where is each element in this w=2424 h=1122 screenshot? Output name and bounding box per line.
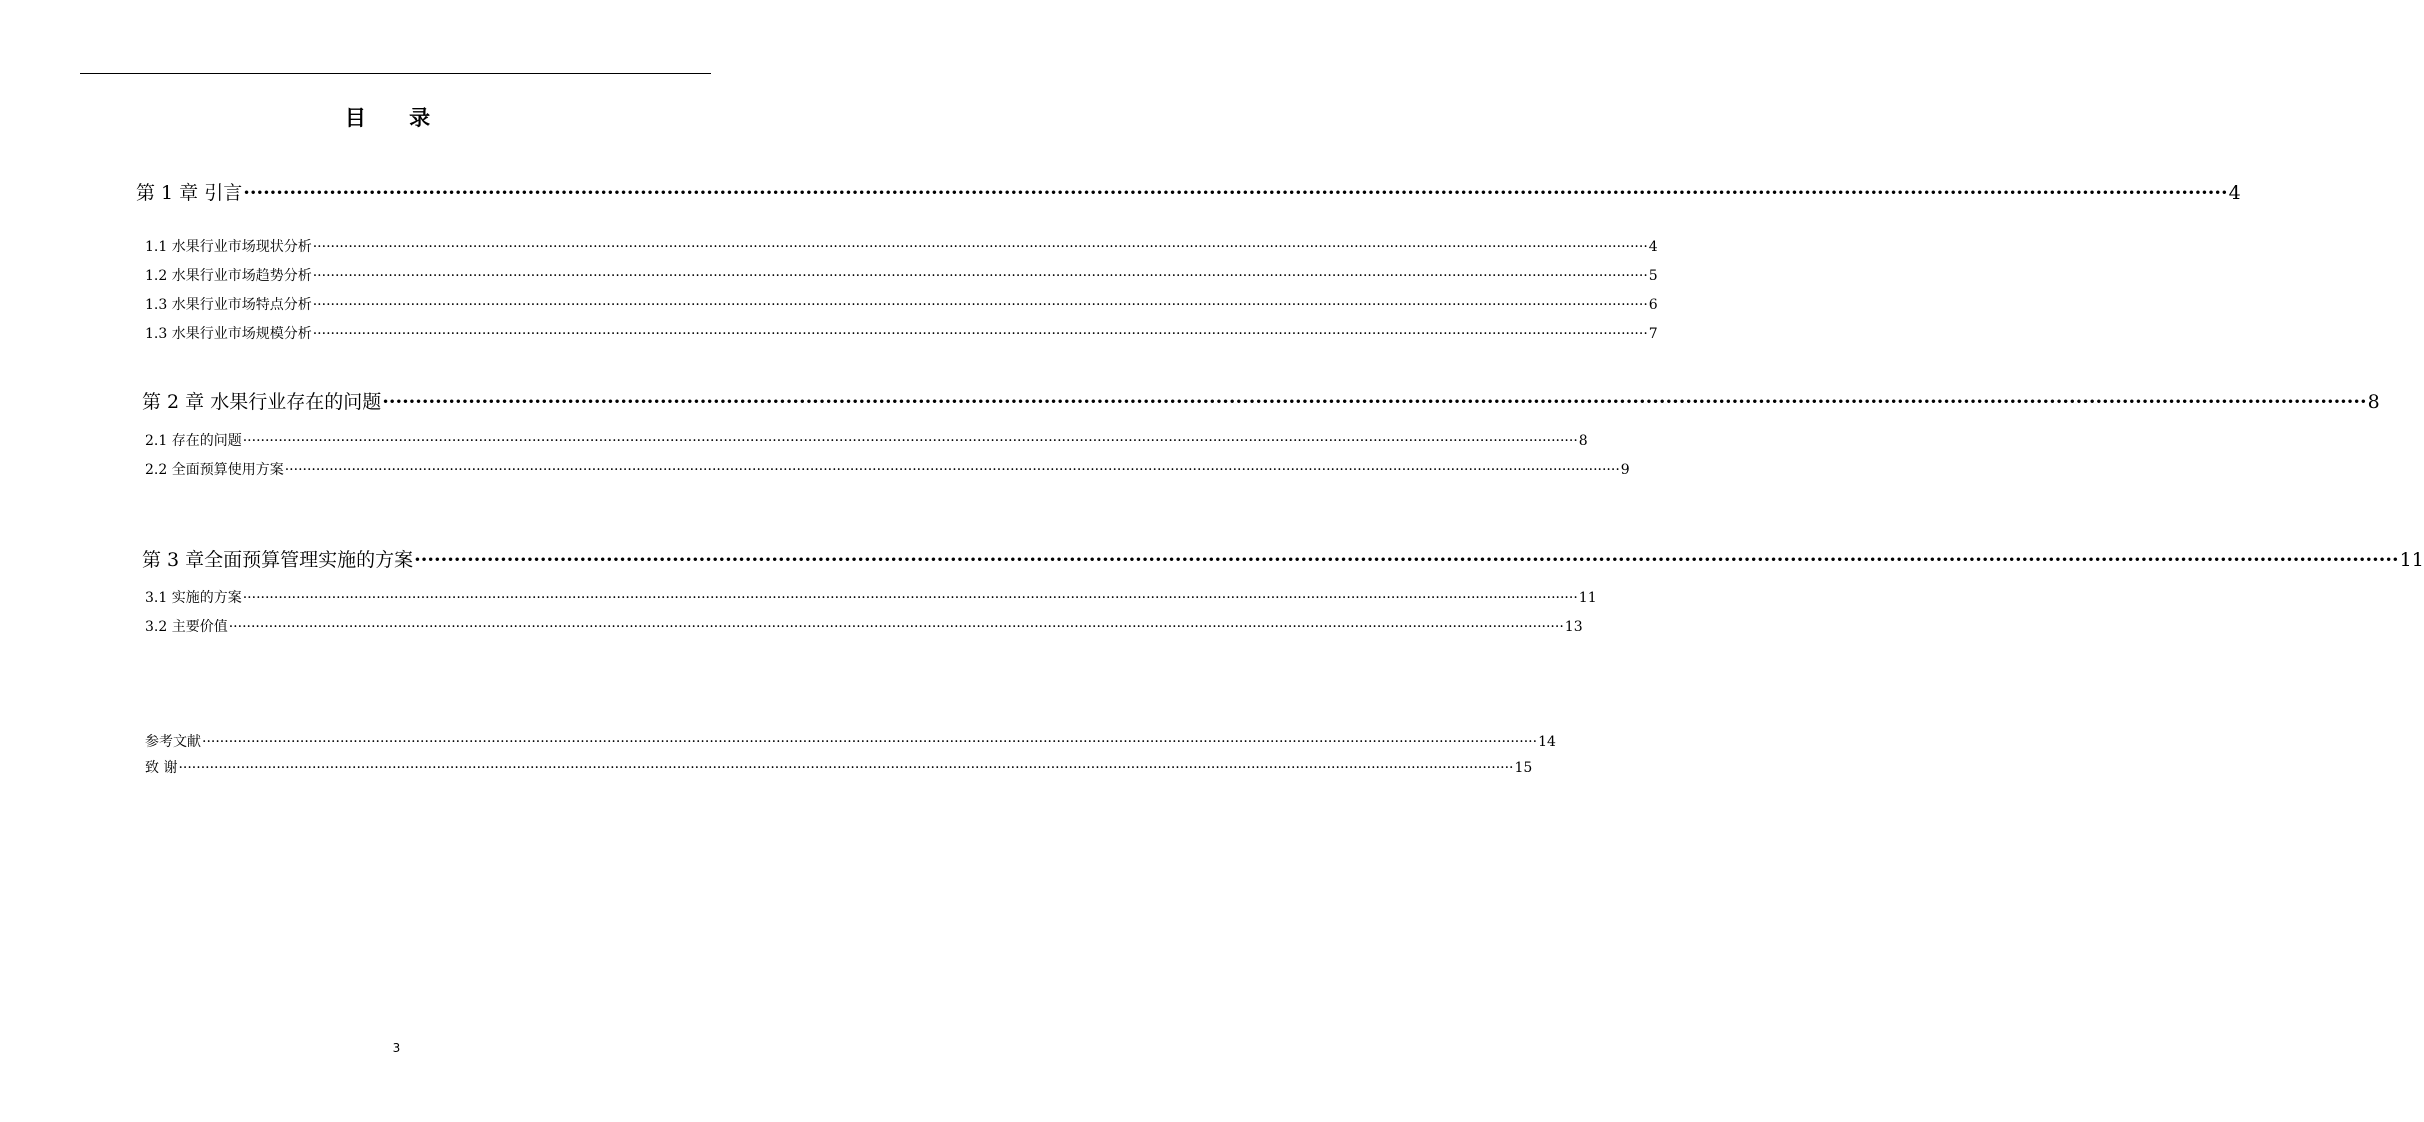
dot-leader: ············································································································································································································································································································ <box>242 590 1578 606</box>
dot-leader: ············································································································································································································································································································ <box>178 760 1514 776</box>
toc-page-number: 14 <box>1538 734 1556 750</box>
toc-label: 1.1 水果行业市场现状分析 <box>145 239 312 255</box>
toc-page-number: 9 <box>1620 462 1630 478</box>
toc-acknowledgements[interactable] <box>145 757 1533 777</box>
dot-leader: ············································································································································································································································································································ <box>284 462 1620 478</box>
toc-page-number: 11 <box>2399 549 2424 571</box>
toc-label: 致 谢 <box>145 760 178 776</box>
dot-leader: ············································································································································································································································································································ <box>312 239 1648 255</box>
toc-section-3-1[interactable] <box>145 587 1597 607</box>
page-number: 3 <box>392 1041 401 1055</box>
toc-page-number: 5 <box>1648 268 1658 284</box>
header-rule <box>80 73 711 74</box>
toc-chapter-3[interactable] <box>142 545 2424 572</box>
dot-leader: ············································································································································································································································································································ <box>414 549 2399 571</box>
dot-leader: ············································································································································································································································································································ <box>312 326 1648 342</box>
toc-page-number: 15 <box>1514 760 1533 776</box>
toc-label: 第 3 章全面预算管理实施的方案 <box>142 549 414 571</box>
dot-leader: ············································································································································································································································································································ <box>242 433 1578 449</box>
toc-chapter-1[interactable] <box>136 178 2241 205</box>
dot-leader: ············································································································································································································································································································ <box>243 182 2228 204</box>
toc-section-1-4[interactable] <box>145 323 1658 343</box>
toc-page-number: 8 <box>2367 391 2380 413</box>
toc-page-number: 7 <box>1648 326 1658 342</box>
toc-page-number: 13 <box>1564 619 1583 635</box>
toc-references[interactable] <box>145 731 1556 751</box>
toc-title: 目 录 <box>344 106 449 130</box>
toc-section-3-2[interactable] <box>145 616 1583 636</box>
toc-label: 参考文献 <box>145 734 201 750</box>
toc-label: 2.2 全面预算使用方案 <box>145 462 284 478</box>
toc-chapter-2[interactable] <box>142 387 2380 414</box>
toc-label: 第 2 章 水果行业存在的问题 <box>142 391 382 413</box>
dot-leader: ············································································································································································································································································································ <box>382 391 2367 413</box>
toc-label: 1.3 水果行业市场规模分析 <box>145 326 312 342</box>
toc-label: 第 1 章 引言 <box>136 182 243 204</box>
toc-page-number: 8 <box>1578 433 1588 449</box>
toc-section-1-3[interactable] <box>145 294 1658 314</box>
toc-page-number: 4 <box>2228 182 2241 204</box>
toc-label: 3.1 实施的方案 <box>145 590 242 606</box>
toc-section-1-2[interactable] <box>145 265 1658 285</box>
toc-section-1-1[interactable] <box>145 236 1658 256</box>
toc-page-number: 4 <box>1648 239 1658 255</box>
toc-label: 1.2 水果行业市场趋势分析 <box>145 268 312 284</box>
toc-page-number: 11 <box>1578 590 1597 606</box>
toc-section-2-2[interactable] <box>145 459 1630 479</box>
dot-leader: ············································································································································································································································································································ <box>312 268 1648 284</box>
toc-label: 2.1 存在的问题 <box>145 433 242 449</box>
toc-page-number: 6 <box>1648 297 1658 313</box>
toc-label: 3.2 主要价值 <box>145 619 228 635</box>
dot-leader: ············································································································································································································································································································ <box>202 734 1538 750</box>
dot-leader: ············································································································································································································································································································ <box>312 297 1648 313</box>
toc-label: 1.3 水果行业市场特点分析 <box>145 297 312 313</box>
toc-section-2-1[interactable] <box>145 430 1588 450</box>
dot-leader: ············································································································································································································································································································ <box>228 619 1564 635</box>
